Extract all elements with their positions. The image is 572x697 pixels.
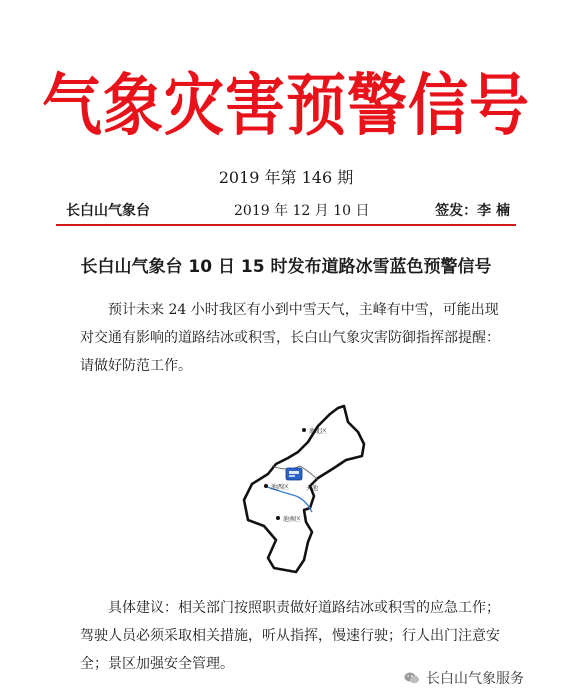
advice-paragraph: 具体建议：相关部门按照职责做好道路结冰或积雪的应急工作；驾驶人员必须采取相关措施，听从指挥，慢速行驶；行人出门注意安全；景区加强安全管理。: [80, 600, 500, 672]
document-title: 气象灾害预警信号: [42, 66, 530, 146]
north-district-label: 池北区: [309, 428, 328, 435]
signer: 签发：李 楠: [435, 203, 510, 219]
watermark-text: 长白山气象服务: [426, 671, 524, 687]
meta-row: [56, 199, 516, 221]
issue-date: 2019 年 12 月 10 日: [234, 203, 370, 219]
station-name: 长白山气象台: [66, 203, 150, 219]
tianchi-label: 天池: [306, 485, 319, 492]
forecast-paragraph: 预计未来 24 小时我区有小到中雪天气，主峰有中雪，可能出现对交通有影响的道路结冰或积雪，长白山气象灾害防御指挥部提醒：请做好防范工作。: [80, 302, 500, 374]
wechat-icon: [404, 671, 420, 685]
issue-number: 2019 年第 146 期: [218, 168, 354, 187]
watermark: [404, 668, 524, 688]
south-district-dot: [276, 516, 280, 520]
region-map: [234, 400, 374, 578]
header-divider: [56, 224, 516, 226]
north-district-dot: [302, 428, 306, 432]
west-district-label: 池西区: [271, 484, 290, 491]
headline: 长白山气象台 10 日 15 时发布道路冰雪蓝色预警信号: [80, 257, 492, 277]
south-district-label: 池南区: [283, 516, 302, 523]
west-district-dot: [264, 484, 268, 488]
